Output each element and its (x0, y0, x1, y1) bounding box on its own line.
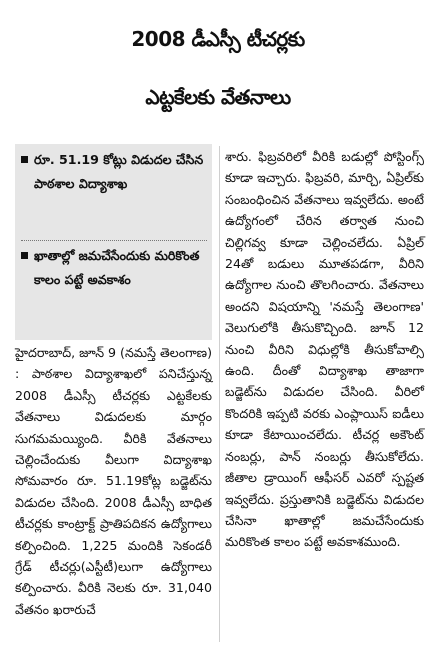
headline-line-1: 2008 డీఎస్సీ టీచర్లకు (131, 27, 305, 51)
square-bullet-icon (21, 156, 28, 163)
highlight-item (21, 244, 211, 292)
highlight-text: ఖాతాల్లో జమచేసేందుకు మరికొంత కాలం పట్టే అవకాశం (34, 248, 200, 287)
column-divider (219, 146, 220, 642)
square-bullet-icon (21, 252, 28, 259)
highlight-text: రూ. 51.19 కోట్లు విడుదల చేసిన పాఠశాల విద్యాశాఖ (34, 152, 204, 191)
article-body-right (225, 146, 424, 553)
highlight-divider (21, 240, 207, 241)
article-paragraph: శారు. ఫిబ్రవరిలో వీరికి బడుల్లో పోస్టింగ్స్ కూడా ఇచ్చారు. ఫిబ్రవరి, మార్చి, ఏప్రిల్‌కు సంబంధించిన వేతనాలు ఇవ్వలేదు. అంటే ఉద్యోగంలో చేరిన తర్వాత నుంచి చిల్లిగవ్వ కూడా చెల్లించలేదు. ఏప్రిల్ 24తో బడులు మూతపడగా, వీరిని ఉద్యోగాల నుంచి తొలగించారు. వేతనాలు అందని విషయాన్ని 'నమస్తే తెలంగాణ' వెలుగులోకి తీసుకొచ్చింది. జూన్ 12 నుంచి వీరిని విధుల్లోకి తీసుకోవాల్సి ఉంది. దీంతో విద్యాశాఖ తాజాగా బడ్జెట్‌ను విడుదల చేసింది. వీరిలో కొందరికి ఇప్పటి వరకు ఎంప్లాయిస్ ఐడీలు కూడా కేటాయించలేదు. టీచర్ల అకౌంట్ నంబర్లు, పాన్ నంబర్లు తీసుకోలేదు. జీతాల డ్రాయింగ్ ఆఫీసర్ ఎవరో స్పష్టత ఇవ్వలేదు. ప్రస్తుతానికి బడ్జెట్‌ను విడుదల చేసినా ఖాతాల్లో జమచేసేందుకు మరికొంత కాలం పట్టే అవకాశముంది. (225, 149, 424, 550)
highlight-item (21, 148, 211, 196)
article-body-left (15, 342, 212, 620)
highlight-box (15, 144, 212, 340)
headline-line-2: ఎట్టకేలకు వేతనాలు (145, 85, 291, 109)
article-paragraph: హైదరాబాద్, జూన్ 9 (నమస్తే తెలంగాణ) : పాఠశాల విద్యాశాఖలో పనిచేస్తున్న 2008 డీఎస్సీ టీచర్లకు ఎట్టకేలకు వేతనాలు విడుదలకు మార్గం సుగమమయ్యింది. వీరికి వేతనాలు చెల్లించేందుకు వీలుగా విద్యాశాఖ సోమవారం రూ. 51.19కోట్ల బడ్జెట్‌ను విడుదల చేసింది. 2008 డీఎస్సీ బాధిత టీచర్లకు కాంట్రాక్ట్ ప్రాతిపదికన ఉద్యోగాలు కల్పించింది. 1,225 మందికి సెకండరీ గ్రేడ్ టీచర్లు(ఎస్టీటీ)లుగా ఉద్యోగాలు కల్పించారు. వీరికి నెలకు రూ. 31,040 వేతనం ఖరారుచే (15, 345, 213, 617)
